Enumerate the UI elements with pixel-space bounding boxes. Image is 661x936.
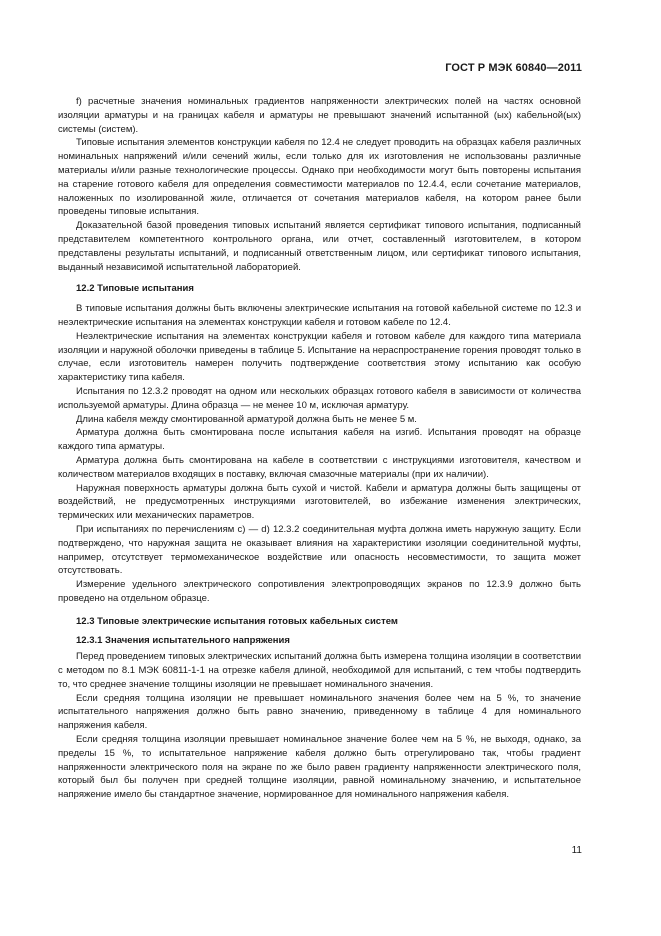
section-paragraph: При испытаниях по перечислениям с) — d) 12.3.2 соединительная муфта должна иметь наружную защиту. Если подтверждено, что наружная защита не оказывает влияния на характеристики изоляции соединительной муфты, например, отсутствует термомеханическое воздействие или опасность несовместимости, то защита может отсутствовать. — [58, 523, 581, 577]
section-heading-12-3: 12.3 Типовые электрические испытания готовых кабельных систем — [76, 615, 398, 627]
section-paragraph: Неэлектрические испытания на элементах конструкции кабеля и готовом кабеле для каждого типа материала изоляции и наружной оболочки приведены в таблице 5. Испытание на нераспространение горения проводят только в случае, если изготовитель намерен получить подтверждение соответствия этому испытанию как особую характеристику типа кабеля. — [58, 330, 581, 384]
section-paragraph: Арматура должна быть смонтирована на кабеле в соответствии с инструкциями изготовителя, качеством и количеством материалов входящих в поставку, включая смазочные материалы (при их наличии). — [58, 454, 581, 480]
standard-code-header: ГОСТ Р МЭК 60840—2011 — [445, 62, 582, 74]
page-number: 11 — [571, 845, 582, 856]
section-paragraph: Наружная поверхность арматуры должна быть сухой и чистой. Кабели и арматура должны быть защищены от воздействий, не предусмотренных инструкциями изготовителей, во избежание изменения электрических, термических или механических параметров. — [58, 482, 581, 522]
page-body — [58, 95, 581, 802]
intro-paragraph: Типовые испытания элементов конструкции кабеля по 12.4 не следует проводить на образцах кабеля различных номинальных напряжений и/или сечений жилы, если только для их изготовления не использованы различные материалы и/или разные технологические процессы. Однако при необходимости могут быть повторены испытания на старение готового кабеля для определения совместимости материалов по 12.4.4, если сочетание материалов, наложенных по изолированной жиле, отличается от сочетания материалов кабеля, на котором ранее были проведены типовые испытания. — [58, 137, 581, 218]
section-paragraph: Арматура должна быть смонтирована после испытания кабеля на изгиб. Испытания проводят на образце каждого типа арматуры. — [58, 427, 581, 453]
subsection-heading-12-3-1: 12.3.1 Значения испытательного напряжения — [76, 635, 290, 647]
section-paragraph: Если средняя толщина изоляции превышает номинальное значение более чем на 5 %, не выходя, однако, за пределы 15 %, то испытательное напряжение кабеля должно быть отрегулировано так, чтобы градиент напряженности электрического поля на экране по же было равен градиенту напряженности электрического поля, который был бы получен при средней толщине изоляции, равной номинальному значению, и испытательное напряжение имело бы стандартное значение, нормированное для номинального напряжения кабеля. — [58, 734, 581, 801]
section-paragraph: В типовые испытания должны быть включены электрические испытания на готовой кабельной системе по 12.3 и неэлектрические испытания на элементах конструкции кабеля и готовом кабеле по 12.4. — [58, 303, 581, 328]
section-heading-12-2: 12.2 Типовые испытания — [76, 283, 194, 295]
intro-paragraph: f) расчетные значения номинальных градиентов напряженности электрических полей на частях основной изоляции арматуры и на границах кабеля и арматуры не превышают значений испытанной (ых) кабельной(ых) системы (систем). — [58, 96, 581, 135]
section-paragraph: Измерение удельного электрического сопротивления электропроводящих экранов по 12.3.9 должно быть проведено на отдельном образце. — [58, 579, 581, 604]
intro-paragraph: Доказательной базой проведения типовых испытаний является сертификат типового испытания, подписанный представителем компетентного контрольного органа, или отчет, составленный изготовителем, в котором представлены результаты испытаний, и подписанный ответственным лицом, или сертификат типового испытания, выданный независимой испытательной лабораторией. — [58, 220, 581, 273]
section-paragraph: Если средняя толщина изоляции не превышает номинального значения более чем на 5 %, то значение испытательного напряжения должно быть равно значению, приведенному в таблице 4 для номинального напряжения кабеля. — [58, 692, 581, 732]
section-paragraph: Длина кабеля между смонтированной арматурой должна быть не менее 5 м. — [76, 413, 417, 425]
section-paragraph: Испытания по 12.3.2 проводят на одном или нескольких образцах готового кабеля в зависимости от количества используемой арматуры. Длина образца — не менее 10 м, исключая арматуру. — [58, 385, 581, 411]
section-paragraph: Перед проведением типовых электрических испытаний должна быть измерена толщина изоляции в соответствии с методом по 8.1 МЭК 60811-1-1 на отрезке кабеля длиной, необходимой для испытаний, с тем чтобы подтвердить то, что среднее значение толщины изоляции не превышает номинального значения. — [58, 651, 581, 690]
